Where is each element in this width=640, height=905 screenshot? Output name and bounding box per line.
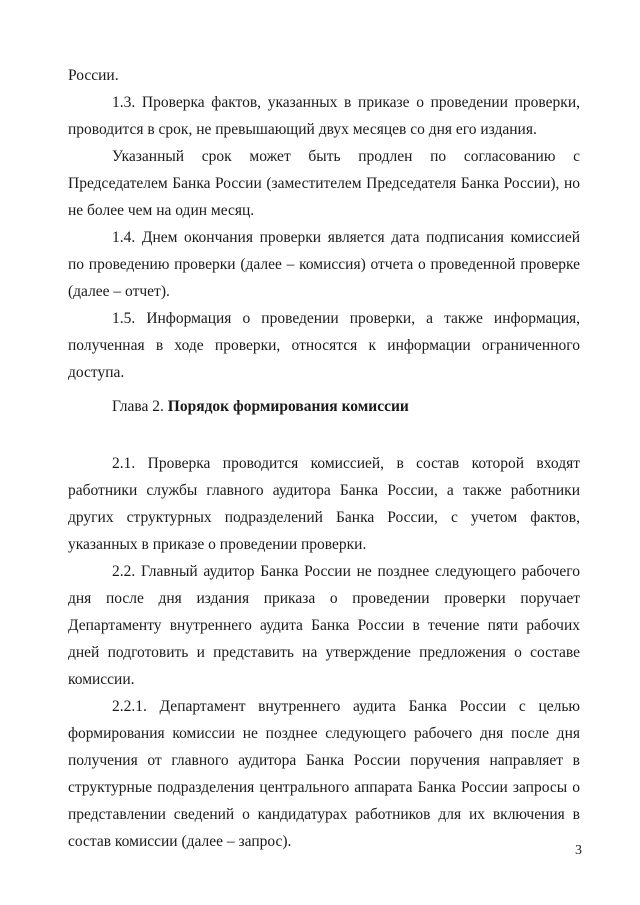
paragraph-continuation: России.: [68, 67, 119, 84]
paragraph-2-2-1: 2.2.1. Департамент внутреннего аудита Банка России с целью формирования комиссии не позднее следующего рабочего дня после дня получения от главного аудитора Банка России поручения направляет в структурные подразделения центрального аппарата Банка России запросы о представлении сведений о кандидатурах работников для их включения в состав комиссии (далее – запрос).: [68, 698, 580, 850]
paragraph-1-3: 1.3. Проверка фактов, указанных в приказе о проведении проверки, проводится в срок, не превышающий двух месяцев со дня его издания.: [68, 94, 580, 138]
chapter-prefix: Глава 2.: [112, 398, 168, 415]
chapter-heading: [112, 393, 409, 420]
paragraph-2-2: 2.2. Главный аудитор Банка России не позднее следующего рабочего дня после дня издания приказа о проведении проверки поручает Департаменту внутреннего аудита Банка России в течение пяти рабочих дней подготовить и представить на утверждение предложения о составе комиссии.: [68, 563, 580, 688]
page-number: 3: [575, 843, 582, 858]
bottom-text-block: [68, 450, 580, 855]
paragraph-1-5: 1.5. Информация о проведении проверки, а также информация, полученная в ходе проверки, относятся к информации ограниченного доступа.: [68, 310, 580, 381]
chapter-title: Порядок формирования комиссии: [167, 398, 409, 415]
top-text-block: [68, 62, 580, 386]
paragraph-1-4: 1.4. Днем окончания проверки является дата подписания комиссией по проведению проверки (далее – комиссия) отчета о проведенной проверке (далее – отчет).: [68, 229, 580, 300]
paragraph-2-1: 2.1. Проверка проводится комиссией, в состав которой входят работники службы главного аудитора Банка России, а также работники других структурных подразделений Банка России, с учетом фактов, указанных в приказе о проведении проверки.: [68, 455, 580, 553]
paragraph-extension: Указанный срок может быть продлен по согласованию с Председателем Банка России (заместителем Председателя Банка России), но не более чем на один месяц.: [68, 148, 580, 219]
